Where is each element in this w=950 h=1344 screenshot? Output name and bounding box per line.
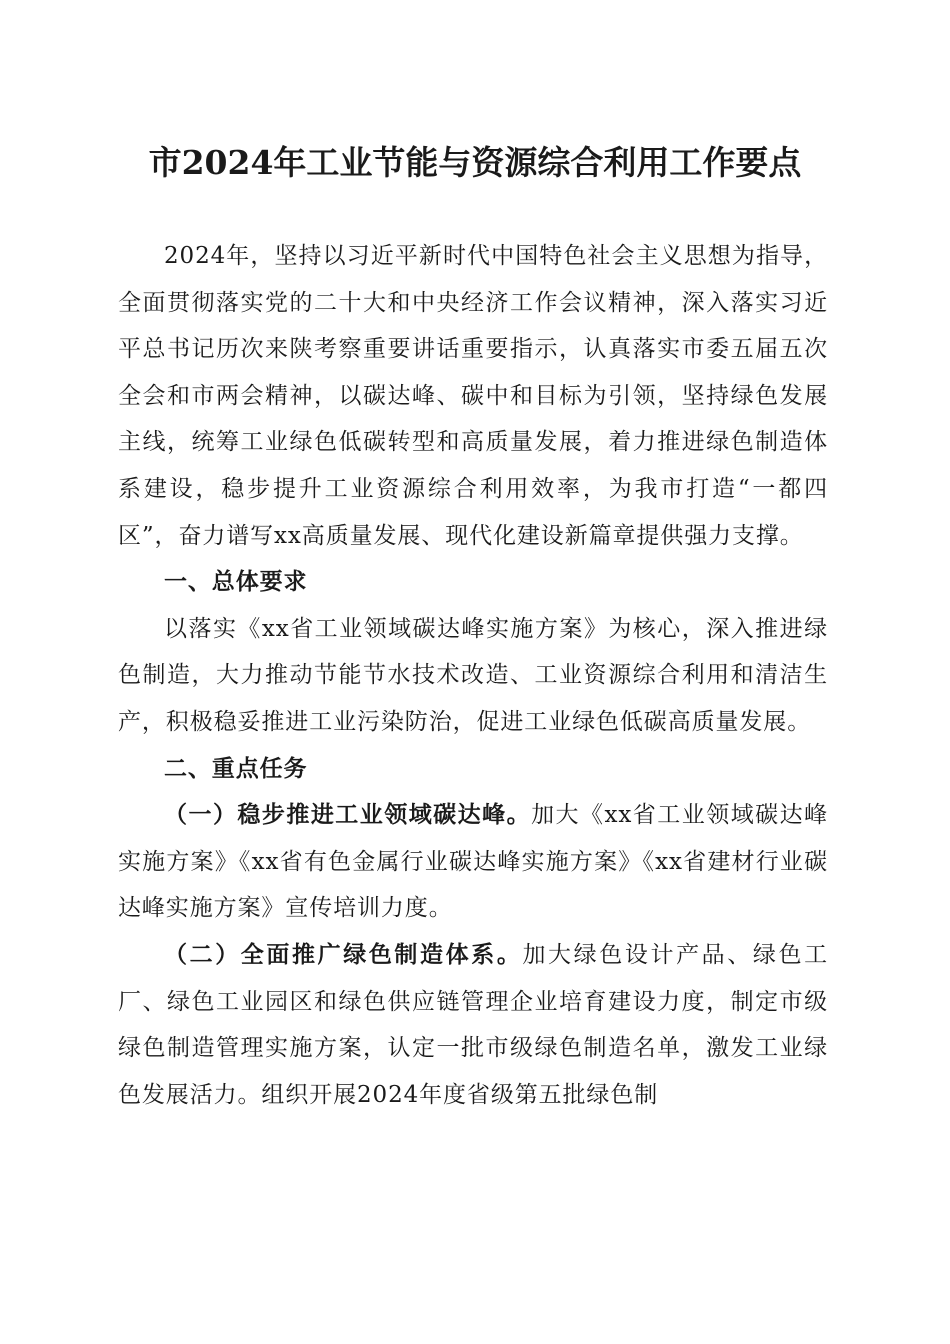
task-1-text: 加大《xx省工业领域碳达峰实施方案》《xx省有色金属行业碳达峰实施方案》《xx省建材行业碳达峰实施方案》宣传培训力度。 xyxy=(118,802,829,922)
general-requirements-paragraph: 以落实《xx省工业领域碳达峰实施方案》为核心，深入推进绿色制造，大力推动节能节水技术改造、工业资源综合利用和清洁生产，积极稳妥推进工业污染防治，促进工业绿色低碳高质量发展。 xyxy=(118,615,828,735)
task-2-text: 加大绿色设计产品、绿色工厂、绿色工业园区和绿色供应链管理企业培育建设力度，制定市级绿色制造管理实施方案，认定一批市级绿色制造名单，激发工业绿色发展活力。组织开展2024年度省级第五批绿色制 xyxy=(118,941,828,1108)
task-paragraph-2 xyxy=(118,932,828,1118)
task-paragraph-1 xyxy=(118,792,828,932)
task-1-lead: （一）稳步推进工业领域碳达峰。 xyxy=(164,801,532,829)
section-heading-key-tasks: 二、重点任务 xyxy=(164,755,308,782)
document-title: 市2024年工业节能与资源综合利用工作要点 xyxy=(148,143,802,182)
document-body xyxy=(118,233,828,1118)
section-heading-general-requirements: 一、总体要求 xyxy=(164,569,308,596)
task-2-lead: （二）全面推广绿色制造体系。 xyxy=(164,940,523,968)
intro-paragraph: 2024年，坚持以习近平新时代中国特色社会主义思想为指导，全面贯彻落实党的二十大和中央经济工作会议精神，深入落实习近平总书记历次来陕考察重要讲话重要指示，认真落实市委五届五次全会和市两会精神，以碳达峰、碳中和目标为引领，坚持绿色发展主线，统筹工业绿色低碳转型和高质量发展，着力推进绿色制造体系建设，稳步提升工业资源综合利用效率，为我市打造“一都四区”，奋力谱写xx高质量发展、现代化建设新篇章提供强力支撑。 xyxy=(118,243,828,549)
